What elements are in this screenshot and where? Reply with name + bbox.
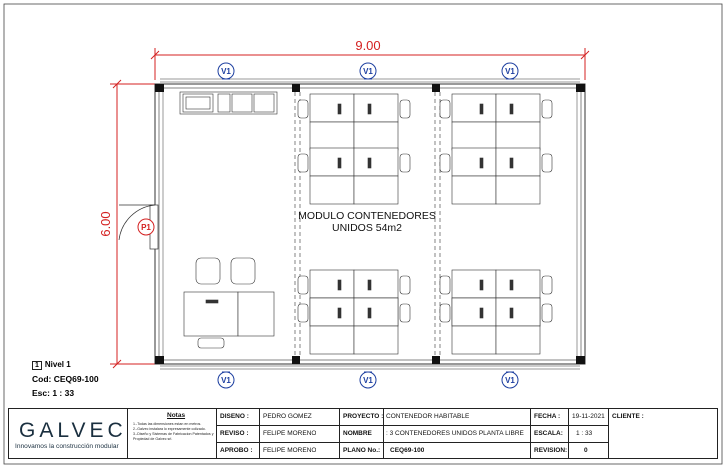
galvec-logo: GALVEC — [19, 419, 127, 442]
door-tag-label: P1 — [141, 223, 151, 232]
desk-cluster — [298, 148, 410, 204]
desk-cluster — [298, 298, 410, 354]
desk-cluster — [440, 94, 552, 150]
nombre-label: NOMBRE — [343, 430, 372, 437]
reviso-value: FELIPE MORENO — [263, 430, 317, 437]
proyecto-label: PROYECTO : — [343, 413, 384, 420]
diseno-label: DISEÑO : — [220, 413, 249, 420]
nombre-value: : 3 CONTENEDORES UNIDOS PLANTA LIBRE — [386, 430, 524, 437]
level-number: 1 — [32, 361, 42, 370]
window-tag — [218, 372, 234, 388]
fecha-label: FECHA : — [534, 413, 561, 420]
window-tag — [502, 372, 518, 388]
module-title-line2: UNIDOS 54m2 — [331, 222, 403, 234]
window-tag — [360, 372, 376, 388]
height-dimension-label: 6.00 — [98, 211, 113, 237]
window-tag — [502, 63, 518, 79]
reviso-label: REVISO : — [220, 430, 249, 437]
window-tag-label: V1 — [221, 67, 231, 76]
left-workstation — [184, 258, 274, 348]
plano-label: PLANO No.: — [343, 447, 381, 454]
proyecto-value: CONTENEDOR HABITABLE — [386, 413, 470, 420]
plano-value: CEQ69-100 — [390, 447, 425, 454]
drawing-scale: Esc: 1 : 33 — [32, 388, 75, 398]
desk-cluster — [440, 148, 552, 204]
kitchenette — [180, 92, 277, 114]
desk-cluster — [440, 298, 552, 354]
fecha-value: 19-11-2021 — [572, 413, 605, 420]
revision-label: REVISION: — [534, 447, 568, 454]
drawing-code: Cod: CEQ69-100 — [32, 374, 99, 384]
note-item: 1.-Todas las dimensiones estan en metros. — [133, 422, 202, 426]
window-tag-label: V1 — [221, 376, 231, 385]
desk-cluster — [298, 94, 410, 150]
window-tag-label: V1 — [505, 67, 515, 76]
title-block — [8, 408, 718, 459]
note-item: 3.-Diseño y Sistemas de Fabricacion Patentados y Propiedad de Galvec srl. — [133, 432, 214, 441]
cliente-label: CLIENTE : — [612, 413, 644, 420]
door-tag — [138, 219, 154, 235]
aprobo-label: APROBO : — [220, 447, 253, 454]
note-item: 2.-Galvec instalara lo expresamente colizado. — [133, 427, 206, 431]
level-label — [32, 360, 71, 370]
window-tag-label: V1 — [363, 67, 373, 76]
aprobo-value: FELIPE MORENO — [263, 447, 317, 454]
notes-title: Notas — [167, 412, 186, 419]
company-tagline: Innovamos la construcción modular — [15, 443, 119, 450]
level-name: Nivel 1 — [44, 360, 71, 369]
escala-value: 1 : 33 — [576, 430, 593, 437]
width-dimension-label: 9.00 — [355, 38, 381, 53]
module-title-line1: MODULO CONTENEDORES — [298, 210, 436, 222]
window-tag-label: V1 — [505, 376, 515, 385]
window-tag-label: V1 — [363, 376, 373, 385]
window-tag — [360, 63, 376, 79]
notes-list — [133, 422, 219, 442]
escala-label: ESCALA: — [534, 430, 563, 437]
diseno-value: PEDRO GOMEZ — [263, 413, 312, 420]
revision-value: 0 — [584, 447, 588, 454]
window-tag — [218, 63, 234, 79]
